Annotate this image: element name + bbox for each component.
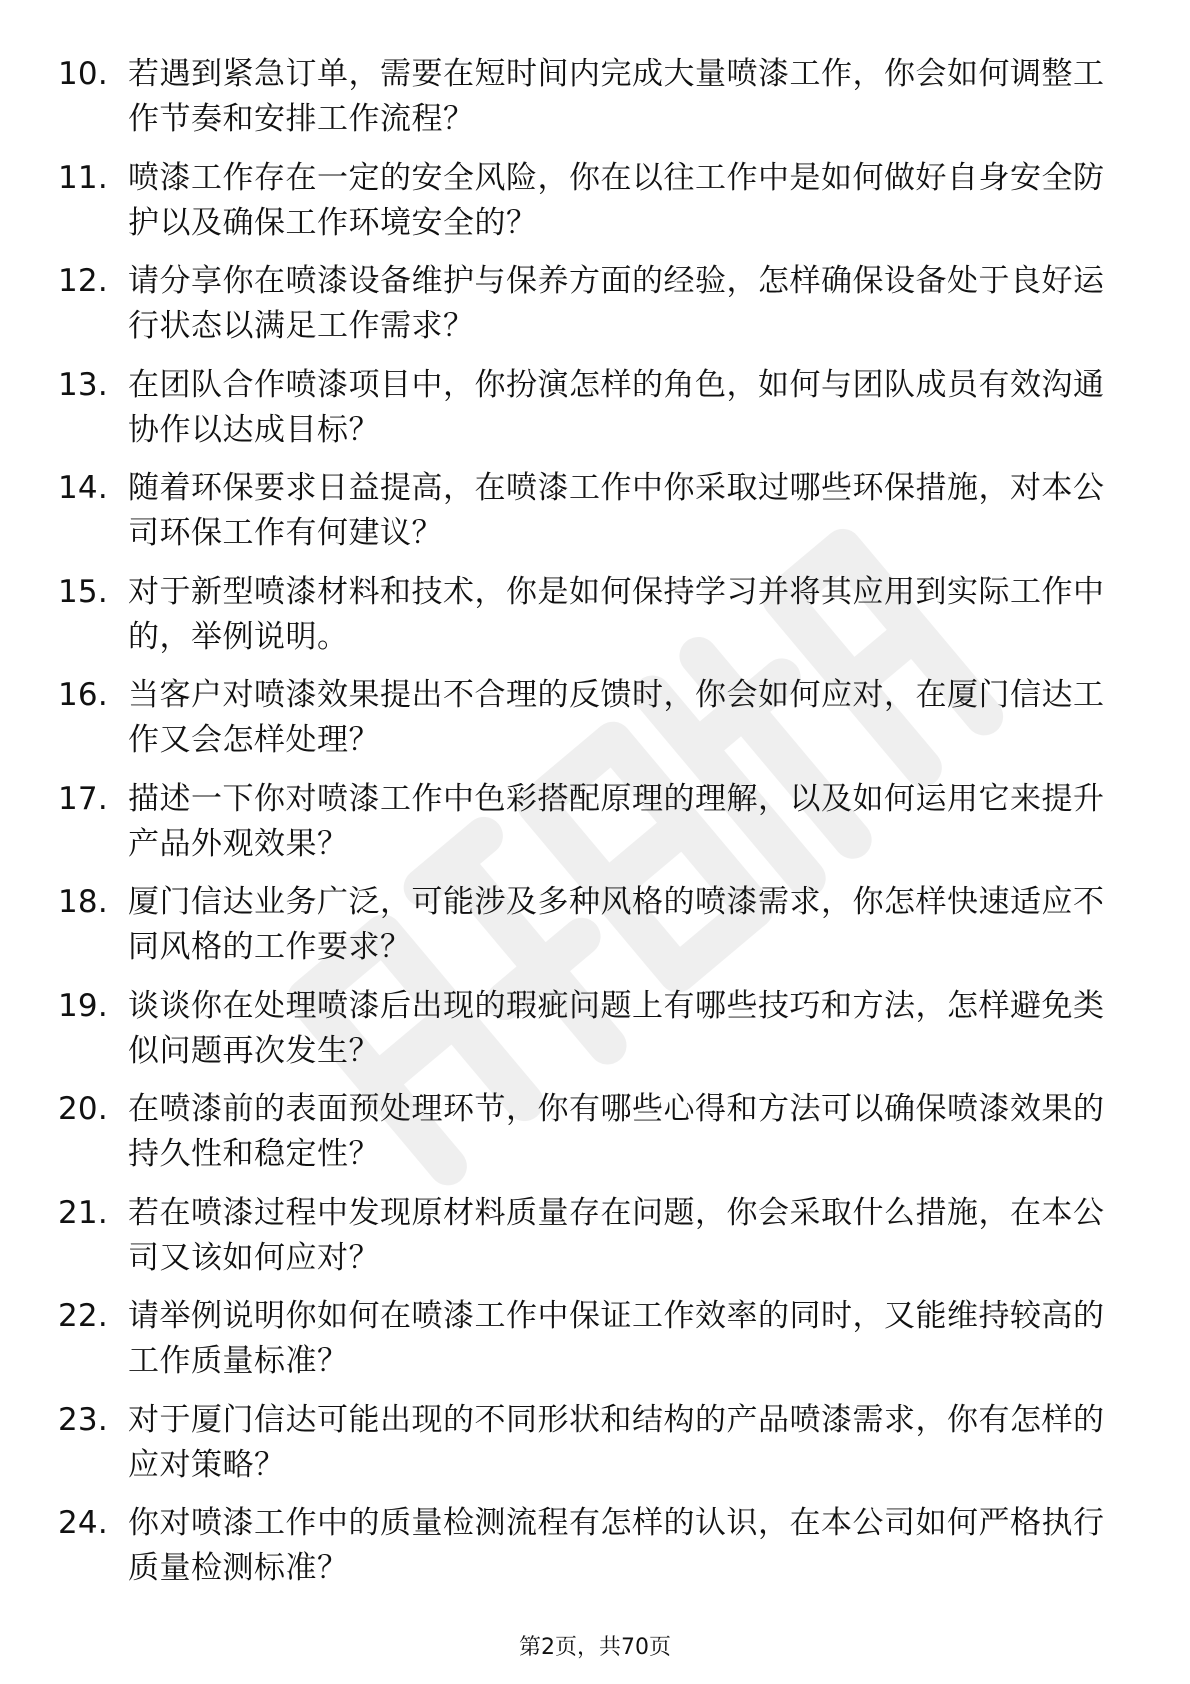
question-number: 15. — [58, 573, 108, 610]
question-text: 随着环保要求日益提高，在喷漆工作中你采取过哪些环保措施，对本公司环保工作有何建议？ — [128, 470, 1105, 551]
question-number: 20. — [58, 1091, 108, 1127]
question-number: 13. — [58, 366, 108, 403]
question-number: 24. — [58, 1505, 108, 1541]
question-number: 12. — [58, 263, 108, 299]
question-text: 厦门信达业务广泛，可能涉及多种风格的喷漆需求，你怎样快速适应不同风格的工作要求？ — [128, 884, 1105, 965]
question-text: 在喷漆前的表面预处理环节，你有哪些心得和方法可以确保喷漆效果的持久性和稳定性？ — [128, 1091, 1105, 1172]
question-text: 描述一下你对喷漆工作中色彩搭配原理的理解，以及如何运用它来提升产品外观效果？ — [128, 780, 1105, 862]
question-number: 10. — [58, 56, 108, 92]
question-item — [58, 363, 1138, 467]
question-number: 16. — [58, 677, 108, 713]
question-item — [58, 880, 1138, 984]
question-item — [58, 777, 1138, 881]
question-item — [58, 1501, 1138, 1605]
question-text: 谈谈你在处理喷漆后出现的瑕疵问题上有哪些技巧和方法，怎样避免类似问题再次发生？ — [128, 987, 1105, 1069]
question-text: 若遇到紧急订单，需要在短时间内完成大量喷漆工作，你会如何调整工作节奏和安排工作流程？ — [128, 56, 1105, 137]
question-item — [58, 52, 1138, 156]
question-item — [58, 570, 1138, 674]
question-text: 请分享你在喷漆设备维护与保养方面的经验，怎样确保设备处于良好运行状态以满足工作需求？ — [128, 263, 1105, 344]
question-item — [58, 984, 1138, 1088]
question-list — [58, 52, 1138, 1605]
question-text: 在团队合作喷漆项目中，你扮演怎样的角色，如何与团队成员有效沟通协作以达成目标？ — [128, 366, 1105, 448]
question-item — [58, 673, 1138, 777]
question-text: 请举例说明你如何在喷漆工作中保证工作效率的同时，又能维持较高的工作质量标准？ — [128, 1298, 1105, 1379]
question-item — [58, 466, 1138, 570]
question-item — [58, 1087, 1138, 1191]
question-number: 23. — [58, 1401, 108, 1438]
question-text: 你对喷漆工作中的质量检测流程有怎样的认识，在本公司如何严格执行质量检测标准？ — [128, 1505, 1105, 1586]
page-number-label: 第2页，共70页 — [519, 1635, 671, 1660]
question-item — [58, 1398, 1138, 1502]
question-text: 喷漆工作存在一定的安全风险，你在以往工作中是如何做好自身安全防护以及确保工作环境安全的？ — [128, 159, 1105, 241]
question-number: 21. — [58, 1194, 108, 1231]
question-text: 若在喷漆过程中发现原材料质量存在问题，你会采取什么措施，在本公司又该如何应对？ — [128, 1194, 1105, 1276]
question-text: 对于厦门信达可能出现的不同形状和结构的产品喷漆需求，你有怎样的应对策略？ — [128, 1401, 1105, 1483]
question-number: 19. — [58, 987, 108, 1024]
question-number: 17. — [58, 780, 108, 817]
question-number: 14. — [58, 470, 108, 506]
question-number: 22. — [58, 1298, 108, 1334]
question-item — [58, 1294, 1138, 1398]
question-text: 对于新型喷漆材料和技术，你是如何保持学习并将其应用到实际工作中的，举例说明。 — [128, 573, 1105, 655]
question-item — [58, 156, 1138, 260]
question-item — [58, 1191, 1138, 1295]
question-text: 当客户对喷漆效果提出不合理的反馈时，你会如何应对，在厦门信达工作又会怎样处理？ — [128, 677, 1105, 758]
page-footer — [0, 1633, 1190, 1663]
question-number: 11. — [58, 159, 108, 196]
question-item — [58, 259, 1138, 363]
question-number: 18. — [58, 884, 108, 920]
